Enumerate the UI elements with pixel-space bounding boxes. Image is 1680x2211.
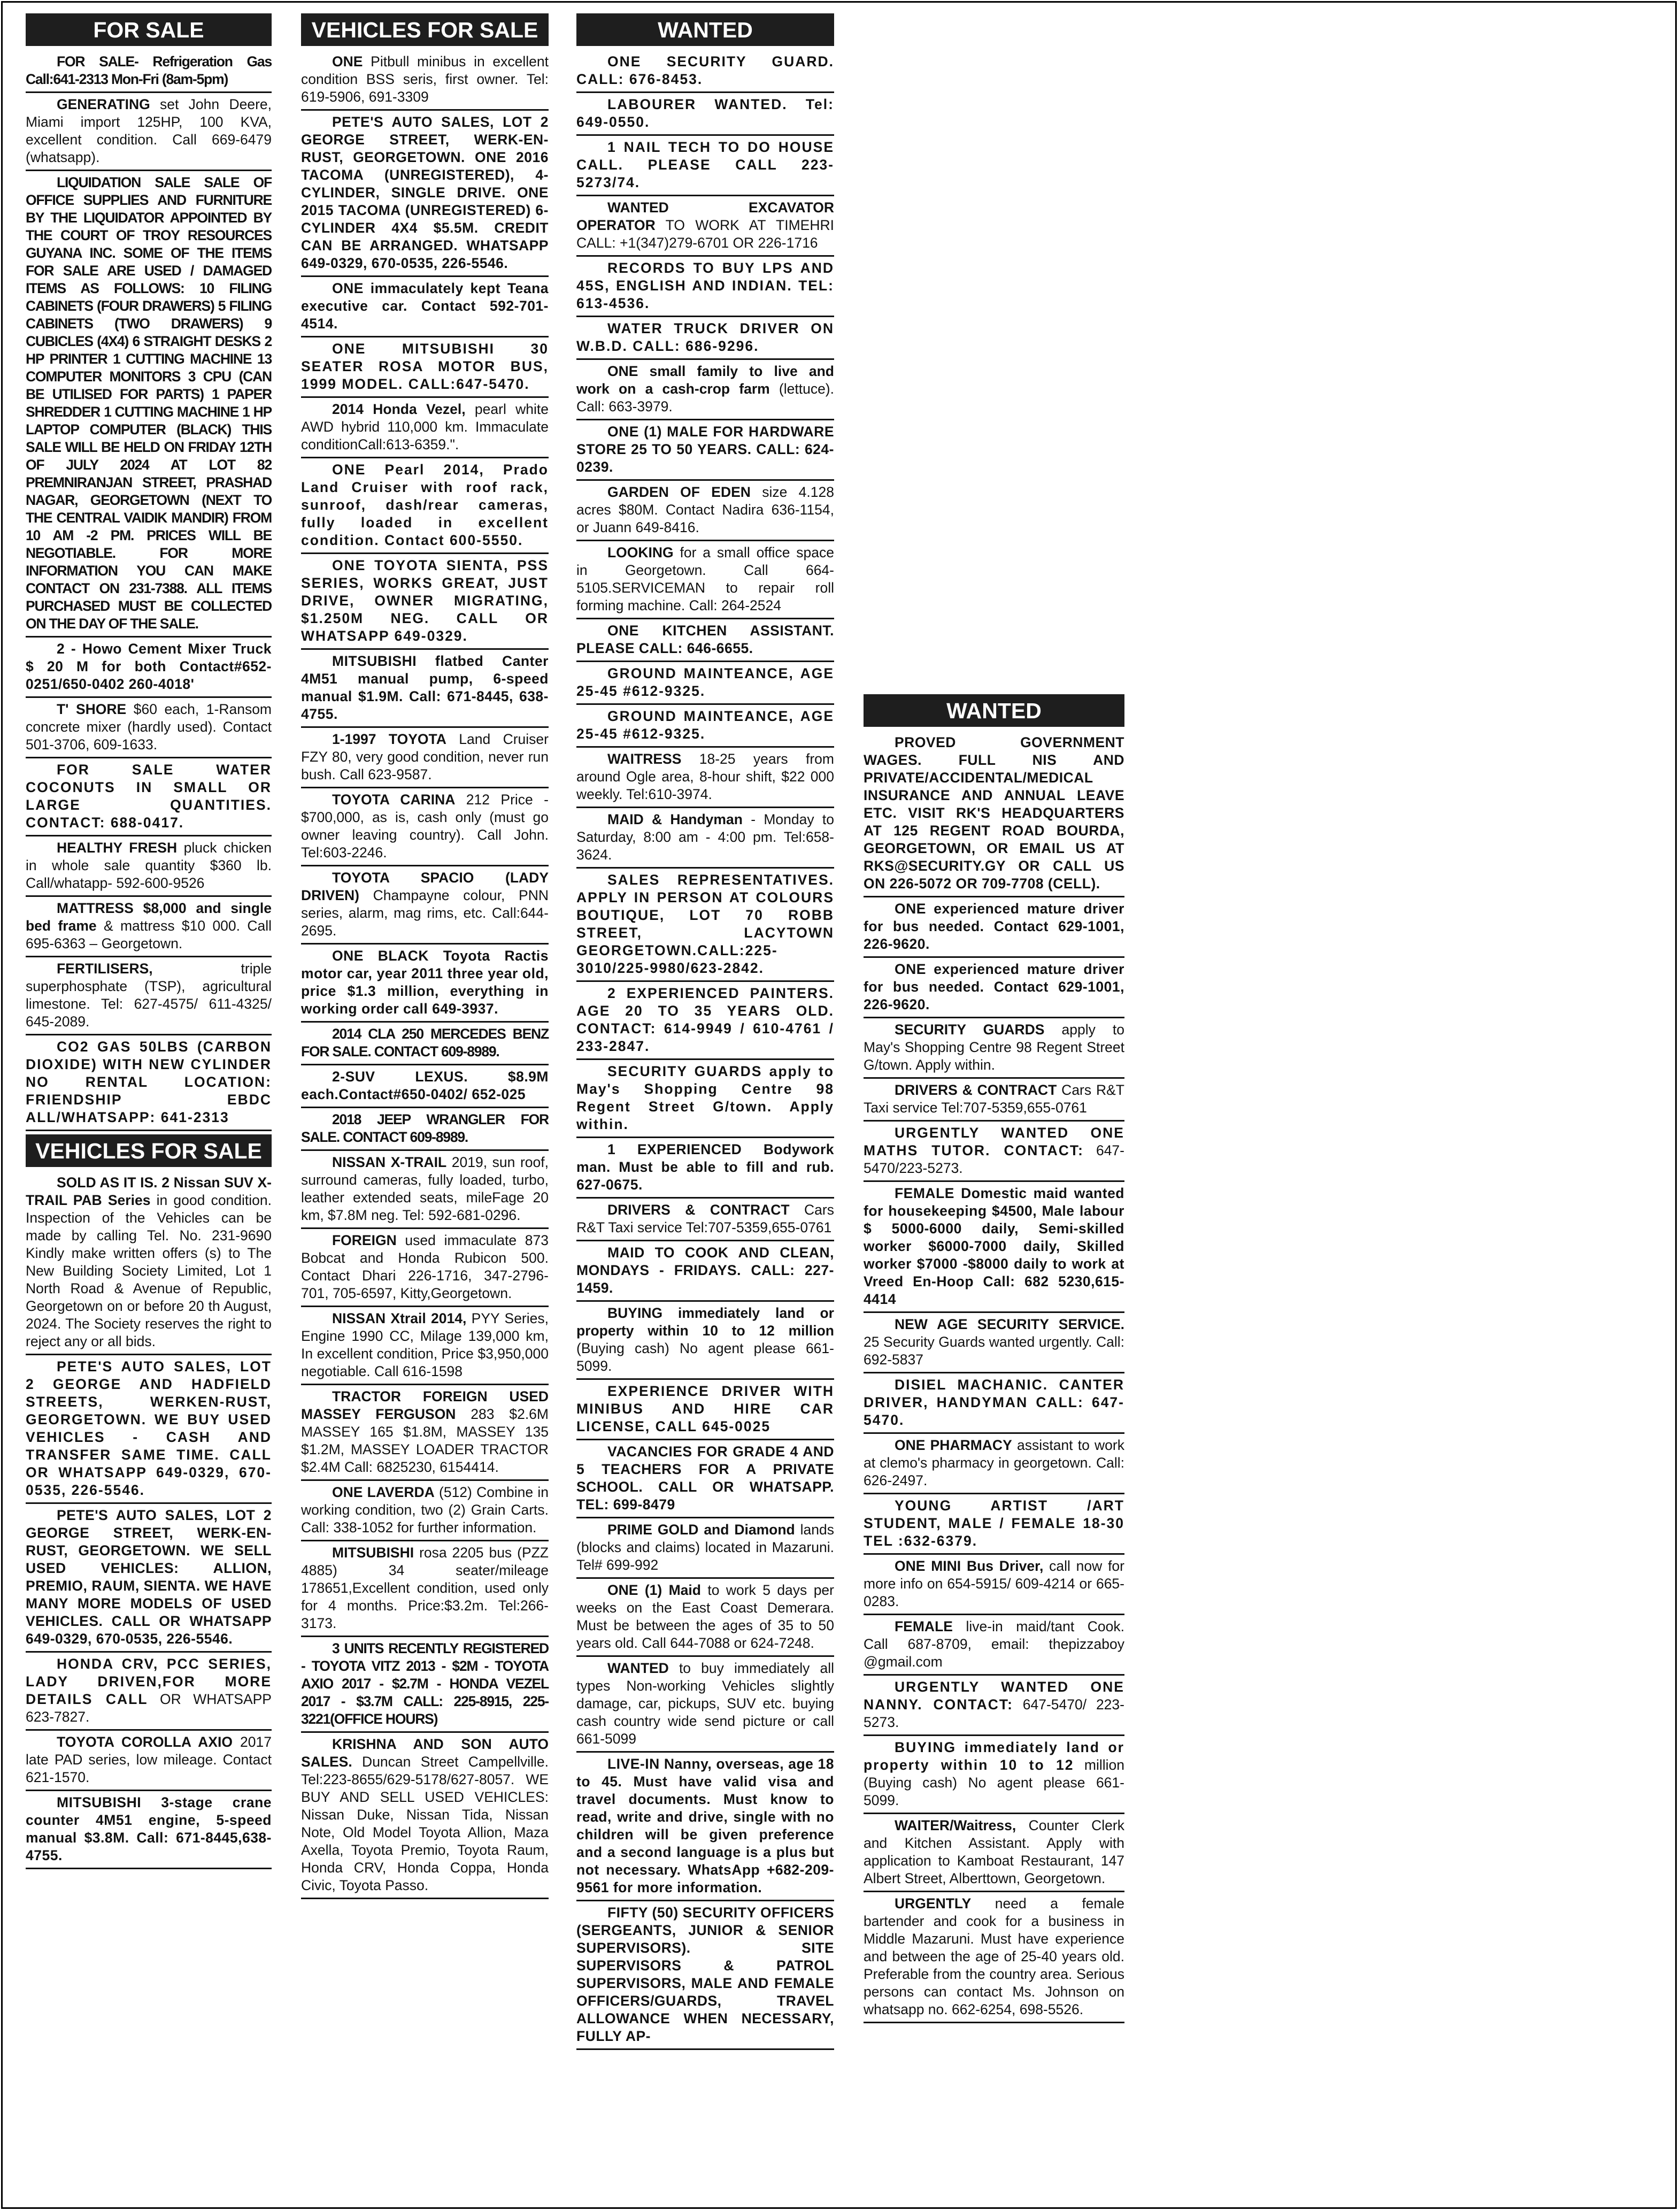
- classified-ad: [576, 1241, 834, 1302]
- ad-body: set John Deere, Miami import 125HP, 100 KVA, excellent condition. Call 669-6479 (whatsapp).: [26, 96, 272, 165]
- ad-lead: LABOURER WANTED. Tel: 649-0550.: [576, 96, 834, 130]
- classified-ad: [26, 1171, 272, 1355]
- ad-body: Cars R&T Taxi service Tel:707-5359,655-0761: [864, 1082, 1124, 1116]
- classified-ad: [301, 1385, 549, 1481]
- ad-body: 18-25 years from around Ogle area, 8-hour shift, $22 000 weekly. Tel:610-3974.: [576, 751, 834, 802]
- ad-lead: GENERATING: [57, 96, 150, 112]
- classified-ad: [26, 1504, 272, 1653]
- classified-ad: [576, 705, 834, 748]
- classified-ad: [576, 662, 834, 705]
- ad-lead: MAID TO COOK AND CLEAN, MONDAYS - FRIDAYS. CALL: 227-1459.: [576, 1245, 834, 1296]
- ad-lead: ONE SECURITY GUARD. CALL: 676-8453.: [576, 53, 834, 87]
- ad-lead: BUYING immediately land or property within 10 to 12 million: [576, 1305, 834, 1339]
- ad-lead: ONE LAVERDA: [332, 1484, 435, 1500]
- classified-ad: [26, 1731, 272, 1791]
- classified-ad: [864, 1615, 1124, 1676]
- classified-ad: [576, 196, 834, 257]
- ad-body: used immaculate 873 Bobcat and Honda Rubicon 500. Contact Dhari 226-1716, 347-2796-701, 705-6597, Kitty,Georgetown.: [301, 1232, 549, 1301]
- ad-lead: PETE'S AUTO SALES, LOT 2 GEORGE STREET, WERK-EN-RUST, GEORGETOWN. WE SELL USED VEHICLES: ALLION, PREMIO, RAUM, SIENTA. WE HAVE MANY MORE MODELS OF USED VEHICLES. CALL OR WHATSAPP 649-0329, 670-0535, 226-5546.: [26, 1507, 272, 1647]
- ad-lead: 2014 CLA 250 MERCEDES BENZ FOR SALE. CONTACT 609-8989.: [301, 1026, 549, 1060]
- ad-body: 647-5470/223-5273.: [864, 1142, 1124, 1176]
- ad-lead: ONE KITCHEN ASSISTANT. PLEASE CALL: 646-6655.: [576, 623, 834, 656]
- ad-body: for a small office space in Georgetown. Call 664-5105.SERVICEMAN to repair roll forming machine. Call: 264-2524: [576, 544, 834, 613]
- ad-lead: MITSUBISHI flatbed Canter 4M51 manual pump, 6-speed manual $1.9M. Call: 671-8445, 638-4755.: [301, 653, 549, 722]
- classified-ad: [576, 1138, 834, 1199]
- ad-body: (Buying cash) No agent please 661-5099.: [576, 1340, 834, 1374]
- classified-ad: [301, 650, 549, 728]
- section-header-for-sale: FOR SALE: [26, 13, 272, 46]
- ad-body: 2019, sun roof, surround cameras, fully loaded, turbo, leather extended seats, mileFage 20 km, $7.8M neg. Tel: 592-681-0296.: [301, 1154, 549, 1223]
- classified-ad: [301, 111, 549, 277]
- for-sale-ads: [26, 50, 272, 1131]
- ad-lead: ONE PHARMACY: [895, 1437, 1012, 1453]
- classified-ad: [576, 136, 834, 196]
- classified-ad: [576, 481, 834, 541]
- ad-lead: ONE small family to live and work on a cash-crop farm: [576, 363, 834, 397]
- classified-ad: [576, 93, 834, 136]
- ad-lead: HEALTHY FRESH: [57, 840, 178, 856]
- classified-ad: [301, 1151, 549, 1229]
- ad-body: million (Buying cash) No agent please 661-5099.: [864, 1757, 1124, 1808]
- classified-ad: [576, 1518, 834, 1579]
- vehicle-ads-col1: [26, 1171, 272, 1869]
- classified-ad: [864, 897, 1124, 958]
- classified-ad: [576, 317, 834, 360]
- classified-ad: [576, 1657, 834, 1753]
- classified-ad: [864, 1373, 1124, 1434]
- section-header-vehicles-for-sale-2: VEHICLES FOR SALE: [301, 13, 549, 46]
- classified-ad: [26, 957, 272, 1035]
- classified-ad: [576, 360, 834, 420]
- ad-lead: GROUND MAINTEANCE, AGE 25-45 #612-9325.: [576, 708, 834, 742]
- ad-body: Champayne colour, PNN series, alarm, mag rims, etc. Call:644-2695.: [301, 887, 549, 939]
- ad-lead: SOLD AS IT IS. 2 Nissan SUV X-TRAIL PAB Series: [26, 1174, 272, 1208]
- classified-ad: [576, 1753, 834, 1901]
- ad-body: 283 $2.6M MASSEY 165 $1.8M, MASSEY 135 $1.2M, MASSEY LOADER TRACTOR $2.4M Call: 6825230, 6154414.: [301, 1406, 549, 1475]
- ad-body: Duncan Street Campellville. Tel:223-8655/629-5178/627-8057. WE BUY AND SELL USED VEHICLES: Nissan Duke, Nissan Tida, Nissan Note, Old Model Toyota Allion, Maza Axella, Toyota Premio, Toyota Raum, Honda CRV, Honda Coppa, Honda Civic, Toyota Passo.: [301, 1754, 549, 1893]
- ad-lead: NEW AGE SECURITY SERVICE.: [895, 1316, 1124, 1332]
- classified-ad: [864, 1676, 1124, 1736]
- ad-lead: FOREIGN: [332, 1232, 397, 1248]
- ad-lead: 1-1997 TOYOTA: [332, 731, 446, 747]
- ad-body: 212 Price - $700,000, as is, cash only (must go owner leaving country). Call John. Tel:603-2246.: [301, 792, 549, 861]
- classified-ad: [576, 619, 834, 662]
- ad-lead: DISIEL MACHANIC. CANTER DRIVER, HANDYMAN CALL: 647-5470.: [864, 1377, 1124, 1428]
- classified-ad: [576, 257, 834, 317]
- classified-ad: [26, 758, 272, 836]
- ad-body: in good condition. Inspection of the Vehicles can be made by calling Tel. No. 231-9690 Kindly make written offers (s) to The New Building Society Limited, Lot 1 North Road & Avenue of Republic, Georgetown on or before 20 th August, 2024. The Society reserves the right to reject any or all bids.: [26, 1192, 272, 1349]
- ad-lead: DRIVERS & CONTRACT: [895, 1082, 1057, 1098]
- ad-lead: ONE experienced mature driver for bus needed. Contact 629-1001, 226-9620.: [864, 901, 1124, 952]
- ad-lead: FEMALE: [895, 1618, 953, 1634]
- ad-body: to buy immediately all types Non-working Vehicles slightly damage, car, pickups, SUV etc. buying cash country wide send picture or call 661-5099: [576, 1660, 834, 1747]
- classified-ad: [864, 1555, 1124, 1615]
- classified-ad: [576, 982, 834, 1060]
- classified-ad: [26, 836, 272, 897]
- ad-body: PYY Series, Engine 1990 CC, Milage 139,000 km, In excellent condition, Price $3,950,000 negotiable. Call 616-1598: [301, 1310, 549, 1379]
- ad-lead: FERTILISERS,: [57, 961, 153, 977]
- ad-body: triple superphosphate (TSP), agricultural limestone. Tel: 627-4575/ 611-4325/ 645-2089.: [26, 961, 272, 1030]
- ad-lead: DRIVERS & CONTRACT: [607, 1202, 790, 1218]
- ad-body: Land Cruiser FZY 80, very good condition, never run bush. Call 623-9587.: [301, 731, 549, 782]
- ad-lead: 2-SUV LEXUS. $8.9M each.Contact#650-0402/ 652-025: [301, 1069, 549, 1102]
- wanted-ads-col4: [864, 731, 1124, 2023]
- ad-body: Cars R&T Taxi service Tel:707-5359,655-0761: [576, 1202, 834, 1235]
- classified-ad: [301, 337, 549, 398]
- ad-lead: ONE MINI Bus Driver,: [895, 1558, 1044, 1574]
- ad-lead: HONDA CRV, PCC SERIES, LADY DRIVEN,FOR MORE DETAILS CALL: [26, 1656, 272, 1707]
- ad-lead: 2 EXPERIENCED PAINTERS. AGE 20 TO 35 YEARS OLD. CONTACT: 614-9949 / 610-4761 / 233-2847.: [576, 985, 834, 1054]
- ad-lead: NISSAN X-TRAIL: [332, 1154, 447, 1170]
- classified-ad: [576, 748, 834, 808]
- classified-ad: [301, 1541, 549, 1637]
- classified-ad: [864, 1892, 1124, 2023]
- classified-ad: [864, 731, 1124, 897]
- column-3: [576, 13, 834, 2050]
- ad-lead: LIQUIDATION SALE SALE OF OFFICE SUPPLIES AND FURNITURE BY THE LIQUIDATOR APPOINTED BY THE COURT OF TROY RESOURCES GUYANA INC. SOME OF THE ITEMS FOR SALE ARE USED / DAMAGED ITEMS AS FOLLOWS: 10 FILING CABINETS (FOUR DRAWERS) 5 FILING CABINETS (TWO DRAWERS) 9 CUBICLES (4X4) 6 STRAIGHT DESKS 2 HP PRINTER 1 CUTTING MACHINE 13 COMPUTER MONITORS 3 CPU (CAN BE UTILISED FOR PARTS) 1 PAPER SHREDDER 1 CUTTING MACHINE 1 HP LAPTOP COMPUTER (BLACK) THIS SALE WILL BE HELD ON FRIDAY 12TH OF JULY 2024 AT LOT 82 PREMNIRANJAN STREET, PRASHAD NAGAR, GEORGETOWN (NEXT TO THE CENTRAL VAIDIK MANDIR) FROM 10 AM -2 PM. PRICES WILL BE NEGOTIABLE. FOR MORE INFORMATION YOU CAN MAKE CONTACT ON 231-7388. ALL ITEMS PURCHASED MUST BE COLLECTED ON THE DAY OF THE SALE.: [26, 174, 272, 632]
- classified-ad: [864, 1018, 1124, 1079]
- ad-body: - Monday to Saturday, 8:00 am - 4:00 pm. Tel:658-3624.: [576, 811, 834, 863]
- ad-lead: KRISHNA AND SON AUTO SALES.: [301, 1736, 549, 1770]
- classified-ad: [26, 1035, 272, 1131]
- ad-lead: WATER TRUCK DRIVER ON W.B.D. CALL: 686-9296.: [576, 320, 834, 354]
- ad-lead: MITSUBISHI 3-stage crane counter 4M51 engine, 5-speed manual $3.8M. Call: 671-8445,638-4755.: [26, 1794, 272, 1863]
- column-2: [301, 13, 549, 1899]
- ad-lead: SECURITY GUARDS: [895, 1022, 1045, 1038]
- ad-body: apply to May's Shopping Centre 98 Regent Street G/town. Apply within.: [864, 1022, 1124, 1073]
- vehicle-ads-col2: [301, 50, 549, 1899]
- ad-lead: WANTED: [607, 1660, 669, 1676]
- ad-lead: ONE TOYOTA SIENTA, PSS SERIES, WORKS GREAT, JUST DRIVE, OWNER MIGRATING, $1.250M NEG. CALL OR WHATSAPP 649-0329.: [301, 557, 549, 644]
- ad-body: need a female bartender and cook for a business in Middle Mazaruni. Must have experience and between the age of 25-40 years old. Preferable from the country area. Serious persons can contact Ms. Johnson on whatsapp no. 662-6254, 698-5526.: [864, 1895, 1124, 2017]
- ad-body: lands (blocks and claims) located in Mazaruni. Tel# 699-992: [576, 1522, 834, 1573]
- classified-ad: [301, 1065, 549, 1108]
- ad-lead: SALES REPRESENTATIVES. APPLY IN PERSON AT COLOURS BOUTIQUE, LOT 70 ROBB STREET, LACYTOWN GEORGETOWN.CALL:225-3010/225-9980/623-2842.: [576, 872, 834, 976]
- classified-ad: [301, 1307, 549, 1385]
- ad-lead: PRIME GOLD and Diamond: [607, 1522, 795, 1538]
- ad-body: rosa 2205 bus (PZZ 4885) 34 seater/mileage 178651,Excellent condition, used only for 4 months. Price:$3.2m. Tel:266-3173.: [301, 1545, 549, 1631]
- classified-ad: [576, 50, 834, 93]
- ad-lead: LIVE-IN Nanny, overseas, age 18 to 45. Must have valid visa and travel documents. Must know to read, write and drive, single with no children will be given preference and a second language is a plus but not necessary. WhatsApp +682-209-9561 for more information.: [576, 1756, 834, 1895]
- classified-ad: [26, 638, 272, 698]
- ad-body: pearl white AWD hybrid 110,000 km. Immaculate conditionCall:613-6359.".: [301, 401, 549, 452]
- ad-lead: ONE (1) Maid: [607, 1582, 701, 1598]
- ad-body: to work 5 days per weeks on the East Coast Demerara. Must be between the ages of 35 to 50 years old. Call 644-7088 or 624-7248.: [576, 1582, 834, 1651]
- classified-ad: [301, 554, 549, 650]
- ad-body: $60 each, 1-Ransom concrete mixer (hardly used). Contact 501-3706, 609-1633.: [26, 701, 272, 753]
- classified-ad: [301, 50, 549, 111]
- classified-ad: [301, 1023, 549, 1065]
- ad-lead: NISSAN Xtrail 2014,: [332, 1310, 467, 1326]
- classified-ad: [301, 945, 549, 1023]
- ad-lead: 2 - Howo Cement Mixer Truck $ 20 M for both Contact#652-0251/650-0402 260-4018': [26, 641, 272, 692]
- classified-ad: [26, 1653, 272, 1731]
- ad-lead: URGENTLY WANTED ONE MATHS TUTOR. CONTACT:: [864, 1125, 1124, 1158]
- ad-body: pluck chicken in whole sale quantity $360 lb. Call/whatapp- 592-600-9526: [26, 840, 272, 891]
- ad-lead: TRACTOR FOREIGN USED MASSEY FERGUSON: [301, 1388, 549, 1422]
- classified-ad: [864, 1313, 1124, 1373]
- ad-lead: PETE'S AUTO SALES, LOT 2 GEORGE AND HADFIELD STREETS, WERKEN-RUST, GEORGETOWN. WE BUY USED VEHICLES - CASH AND TRANSFER SAME TIME. CALL OR WHATSAPP 649-0329, 670-0535, 226-5546.: [26, 1358, 272, 1498]
- ad-lead: URGENTLY: [895, 1895, 972, 1911]
- ad-body: TO WORK AT TIMEHRI CALL: +1(347)279-6701 OR 226-1716: [576, 217, 834, 251]
- ad-lead: WANTED EXCAVATOR OPERATOR: [576, 199, 834, 233]
- ad-lead: MITSUBISHI: [332, 1545, 414, 1561]
- classified-ad: [301, 1229, 549, 1307]
- classified-ad: [301, 728, 549, 788]
- ad-lead: TOYOTA COROLLA AXIO: [57, 1734, 233, 1750]
- classified-ad: [301, 866, 549, 945]
- classified-ad: [864, 1079, 1124, 1122]
- ad-lead: EXPERIENCE DRIVER WITH MINIBUS AND HIRE CAR LICENSE, CALL 645-0025: [576, 1383, 834, 1434]
- classified-ad: [864, 1182, 1124, 1313]
- classified-ad: [26, 698, 272, 758]
- ad-body: (lettuce). Call: 663-3979.: [576, 381, 834, 414]
- classified-ad: [576, 1060, 834, 1138]
- ad-lead: GROUND MAINTEANCE, AGE 25-45 #612-9325.: [576, 665, 834, 699]
- ad-lead: LOOKING: [607, 544, 674, 561]
- ad-lead: ONE MITSUBISHI 30 SEATER ROSA MOTOR BUS, 1999 MODEL. CALL:647-5470.: [301, 341, 549, 392]
- classified-ad: [301, 1733, 549, 1899]
- ad-lead: VACANCIES FOR GRADE 4 AND 5 TEACHERS FOR A PRIVATE SCHOOL. CALL OR WHATSAPP. TEL: 699-8479: [576, 1444, 834, 1513]
- classified-ad: [301, 458, 549, 554]
- ad-lead: ONE experienced mature driver for bus needed. Contact 629-1001, 226-9620.: [864, 961, 1124, 1012]
- classified-ad: [301, 1637, 549, 1733]
- ad-lead: FOR SALE WATER COCONUTS IN SMALL OR LARGE QUANTITIES. CONTACT: 688-0417.: [26, 762, 272, 831]
- classified-ad: [576, 1302, 834, 1380]
- classified-ad: [576, 541, 834, 619]
- classified-ad: [301, 788, 549, 866]
- section-header-wanted-2: WANTED: [864, 694, 1124, 727]
- ad-lead: TOYOTA SPACIO (LADY DRIVEN): [301, 870, 549, 903]
- ad-lead: BUYING immediately land or property within 10 to 12: [864, 1739, 1124, 1773]
- ad-lead: GARDEN OF EDEN: [607, 484, 751, 500]
- classified-ad: [864, 958, 1124, 1018]
- ad-lead: 1 EXPERIENCED Bodywork man. Must be able to fill and rub. 627-0675.: [576, 1141, 834, 1193]
- ad-body: assistant to work at clemo's pharmacy in georgetown. Call: 626-2497.: [864, 1437, 1124, 1488]
- classified-ad: [864, 1122, 1124, 1182]
- section-header-wanted: WANTED: [576, 13, 834, 46]
- wanted-ads-col3: [576, 50, 834, 2050]
- classified-ad: [576, 1579, 834, 1657]
- classified-ad: [26, 1791, 272, 1869]
- classified-ad: [576, 869, 834, 982]
- ad-lead: WAITER/Waitress,: [895, 1817, 1016, 1833]
- ad-lead: ONE immaculately kept Teana executive car. Contact 592-701-4514.: [301, 280, 549, 332]
- ad-body: (512) Combine in working condition, two (2) Grain Carts. Call: 338-1052 for further information.: [301, 1484, 549, 1536]
- classified-ad: [576, 1199, 834, 1241]
- ad-lead: 2018 JEEP WRANGLER FOR SALE. CONTACT 609-8989.: [301, 1111, 549, 1145]
- classified-ad: [576, 420, 834, 481]
- ad-lead: ONE BLACK Toyota Ractis motor car, year 2011 three year old, price $1.3 million, everything in working order call 649-3937.: [301, 948, 549, 1017]
- ad-body: & mattress $10 000. Call 695-6363 – Georgetown.: [26, 918, 272, 951]
- column-4: [864, 694, 1124, 2023]
- classified-ad: [864, 1736, 1124, 1814]
- ad-lead: URGENTLY WANTED ONE NANNY. CONTACT:: [864, 1679, 1124, 1713]
- ad-body: call now for more info on 654-5915/ 609-4214 or 665-0283.: [864, 1558, 1124, 1609]
- classified-ad: [301, 398, 549, 458]
- ad-lead: ONE (1) MALE FOR HARDWARE STORE 25 TO 50 YEARS. CALL: 624-0239.: [576, 424, 834, 475]
- ad-lead: TOYOTA CARINA: [332, 792, 456, 808]
- classified-ad: [576, 808, 834, 869]
- column-1: [26, 13, 272, 1869]
- classified-ad: [26, 171, 272, 638]
- ad-lead: ONE: [332, 53, 363, 70]
- ad-lead: SECURITY GUARDS apply to May's Shopping Centre 98 Regent Street G/town. Apply within.: [576, 1063, 834, 1132]
- classified-ad: [301, 277, 549, 337]
- classified-ad: [301, 1481, 549, 1541]
- classified-ad: [576, 1901, 834, 2050]
- ad-body: 2017 late PAD series, low mileage. Contact 621-1570.: [26, 1734, 272, 1785]
- ad-lead: MATTRESS $8,000 and single bed frame: [26, 900, 272, 934]
- classified-ad: [864, 1494, 1124, 1555]
- ad-lead: YOUNG ARTIST /ART STUDENT, MALE / FEMALE 18-30 TEL :632-6379.: [864, 1498, 1124, 1549]
- ad-lead: PETE'S AUTO SALES, LOT 2 GEORGE STREET, WERK-EN-RUST, GEORGETOWN. ONE 2016 TACOMA (UNREGISTERED), 4-CYLINDER, SINGLE DRIVE. ONE 2015 TACOMA (UNREGISTERED) 6-CYLINDER 4X4 $5.5M. CREDIT CAN BE ARRANGED. WHATSAPP 649-0329, 670-0535, 226-5546.: [301, 114, 549, 271]
- ad-lead: FEMALE Domestic maid wanted for housekeeping $4500, Male labour $ 5000-6000 daily, Semi-skilled worker $6000-7000 daily, Skilled worker $7000 -$8000 daily to work at Vreed En-Hoop Call: 682 5230,615-4414: [864, 1185, 1124, 1307]
- ad-lead: CO2 GAS 50LBS (CARBON DIOXIDE) WITH NEW CYLINDER NO RENTAL LOCATION: FRIENDSHIP EBDC ALL/WHATSAPP: 641-2313: [26, 1039, 272, 1125]
- ad-body: live-in maid/tant Cook. Call 687-8709, email: thepizzaboy @gmail.com: [864, 1618, 1124, 1670]
- classified-ad: [26, 50, 272, 93]
- classified-ad: [864, 1434, 1124, 1494]
- ad-body: 647-5470/ 223-5273.: [864, 1696, 1124, 1730]
- ad-lead: MAID & Handyman: [607, 811, 743, 827]
- ad-lead: FOR SALE- Refrigeration Gas Call:641-2313 Mon-Fri (8am-5pm): [26, 53, 272, 87]
- ad-body: size 4.128 acres $80M. Contact Nadira 636-1154, or Juann 649-8416.: [576, 484, 834, 535]
- ad-lead: PROVED GOVERNMENT WAGES. FULL NIS AND PRIVATE/ACCIDENTAL/MEDICAL INSURANCE AND ANNUAL LEAVE ETC. VISIT RK'S HEADQUARTERS AT 125 REGENT ROAD BOURDA, GEORGETOWN, OR EMAIL US AT RKS@SECURITY.GY OR CALL US ON 226-5072 OR 709-7708 (CELL).: [864, 734, 1124, 892]
- ad-lead: 3 UNITS RECENTLY REGISTERED - TOYOTA VITZ 2013 - $2M - TOYOTA AXIO 2017 - $2.7M - HONDA VEZEL 2017 - $3.7M CALL: 225-8915, 225-3221(OFFICE HOURS): [301, 1640, 549, 1727]
- ad-lead: FIFTY (50) SECURITY OFFICERS (SERGEANTS, JUNIOR & SENIOR SUPERVISORS). SITE SUPERVISORS & PATROL SUPERVISORS, MALE AND FEMALE OFFICERS/GUARDS, TRAVEL ALLOWANCE WHEN NECESSARY, FULLY AP-: [576, 1905, 834, 2044]
- ad-lead: 2014 Honda Vezel,: [332, 401, 466, 417]
- ad-body: 25 Security Guards wanted urgently. Call: 692-5837: [864, 1334, 1124, 1368]
- classified-ad: [26, 93, 272, 171]
- ad-lead: RECORDS TO BUY LPS AND 45S, ENGLISH AND INDIAN. TEL: 613-4536.: [576, 260, 834, 311]
- classified-ad: [301, 1108, 549, 1151]
- section-header-vehicles-for-sale: VEHICLES FOR SALE: [26, 1134, 272, 1167]
- classified-ad: [576, 1380, 834, 1440]
- ad-lead: WAITRESS: [607, 751, 682, 767]
- ad-lead: 1 NAIL TECH TO DO HOUSE CALL. PLEASE CALL 223-5273/74.: [576, 139, 834, 190]
- ad-lead: T' SHORE: [57, 701, 127, 717]
- ad-lead: ONE Pearl 2014, Prado Land Cruiser with roof rack, sunroof, dash/rear cameras, fully loaded in excellent condition. Contact 600-5550.: [301, 462, 549, 548]
- classified-ad: [864, 1814, 1124, 1892]
- ad-body: Counter Clerk and Kitchen Assistant. Apply with application to Kamboat Restaurant, 147 Albert Street, Alberttown, Georgetown.: [864, 1817, 1124, 1886]
- classified-ad: [576, 1440, 834, 1518]
- ad-body: OR WHATSAPP 623-7827.: [26, 1691, 272, 1725]
- classified-ad: [26, 897, 272, 957]
- classified-ad: [26, 1355, 272, 1504]
- ad-body: Pitbull minibus in excellent condition BSS seris, first owner. Tel: 619-5906, 691-3309: [301, 53, 549, 105]
